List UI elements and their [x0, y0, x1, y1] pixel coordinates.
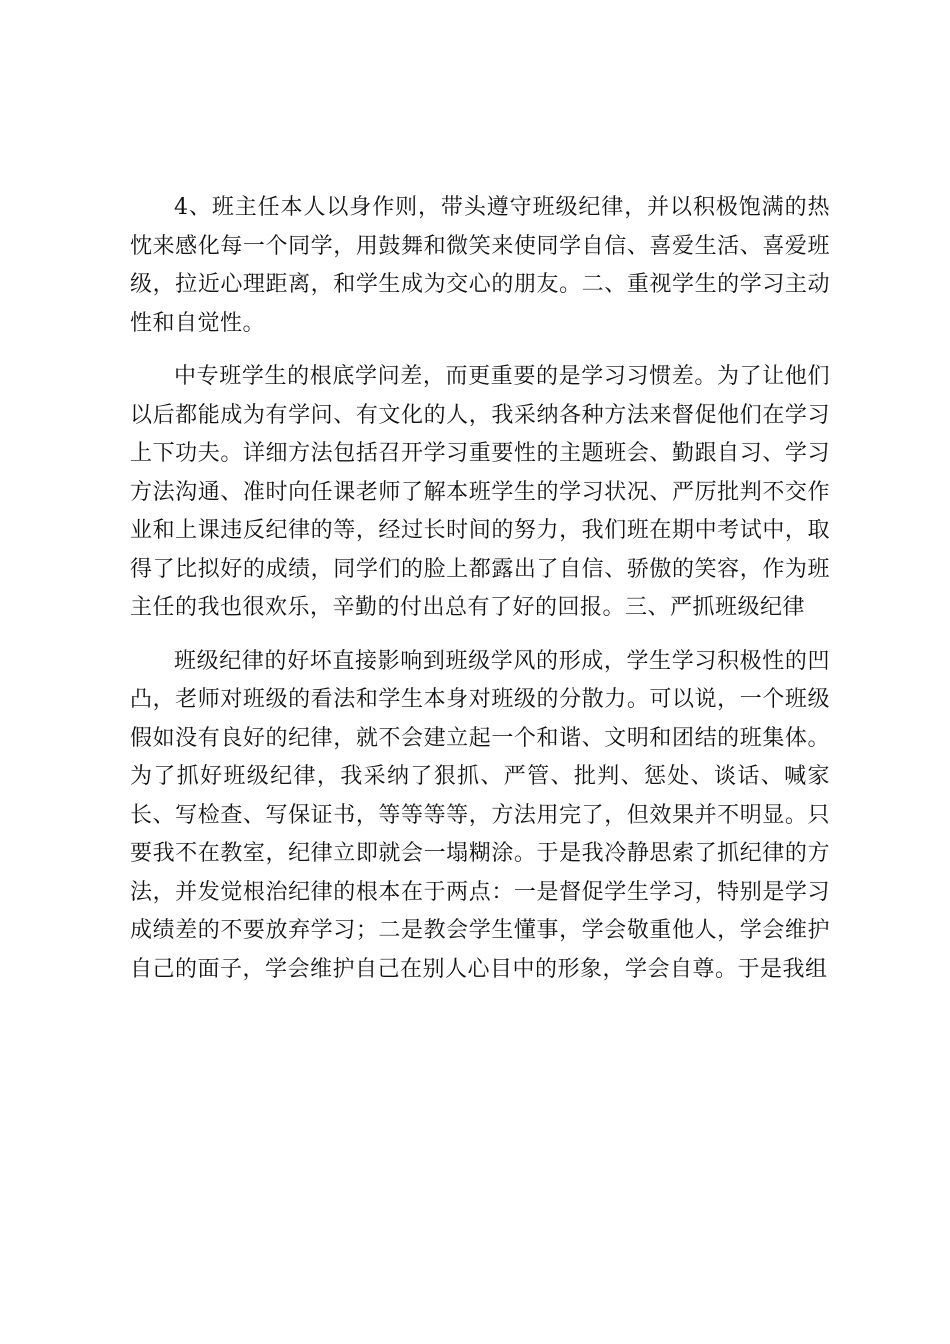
paragraph-study-habits: 中专班学生的根底学问差，而更重要的是学习习惯差。为了让他们以后都能成为有学问、有文化的人，我采纳各种方法来督促他们在学习上下功夫。详细方法包括召开学习重要性的主题班会、勤跟自习、学习方法沟通、准时向任课老师了解本班学生的学习状况、严厉批判不交作业和上课违反纪律的等，经过长时间的努力，我们班在期中考试中，取得了比拟好的成绩，同学们的脸上都露出了自信、骄傲的笑容，作为班主任的我也很欢乐，辛勤的付出总有了好的回报。三、严抓班级纪律 — [130, 364, 830, 620]
document-body — [130, 189, 830, 989]
paragraph-class-discipline: 班级纪律的好坏直接影响到班级学风的形成，学生学习积极性的凹凸，老师对班级的看法和学生本身对班级的分散力。可以说，一个班级假如没有良好的纪律，就不会建立起一个和谐、文明和团结的班集体。为了抓好班级纪律，我采纳了狠抓、严管、批判、惩处、谈话、喊家长、写检查、写保证书，等等等等，方法用完了，但效果并不明显。只要我不在教室，纪律立即就会一塌糊涂。于是我冷静思索了抓纪律的方法，并发觉根治纪律的根本在于两点：一是督促学生学习，特别是学习成绩差的不要放弃学习；二是教会学生懂事，学会敬重他人，学会维护自己的面子，学会维护自己在别人心目中的形象，学会自尊。于是我组 — [130, 648, 830, 982]
paragraph-discipline-example: 4、班主任本人以身作则，带头遵守班级纪律，并以积极饱满的热忱来感化每一个同学，用鼓舞和微笑来使同学自信、喜爱生活、喜爱班级，拉近心理距离，和学生成为交心的朋友。二、重视学生的学习主动性和自觉性。 — [130, 195, 830, 336]
